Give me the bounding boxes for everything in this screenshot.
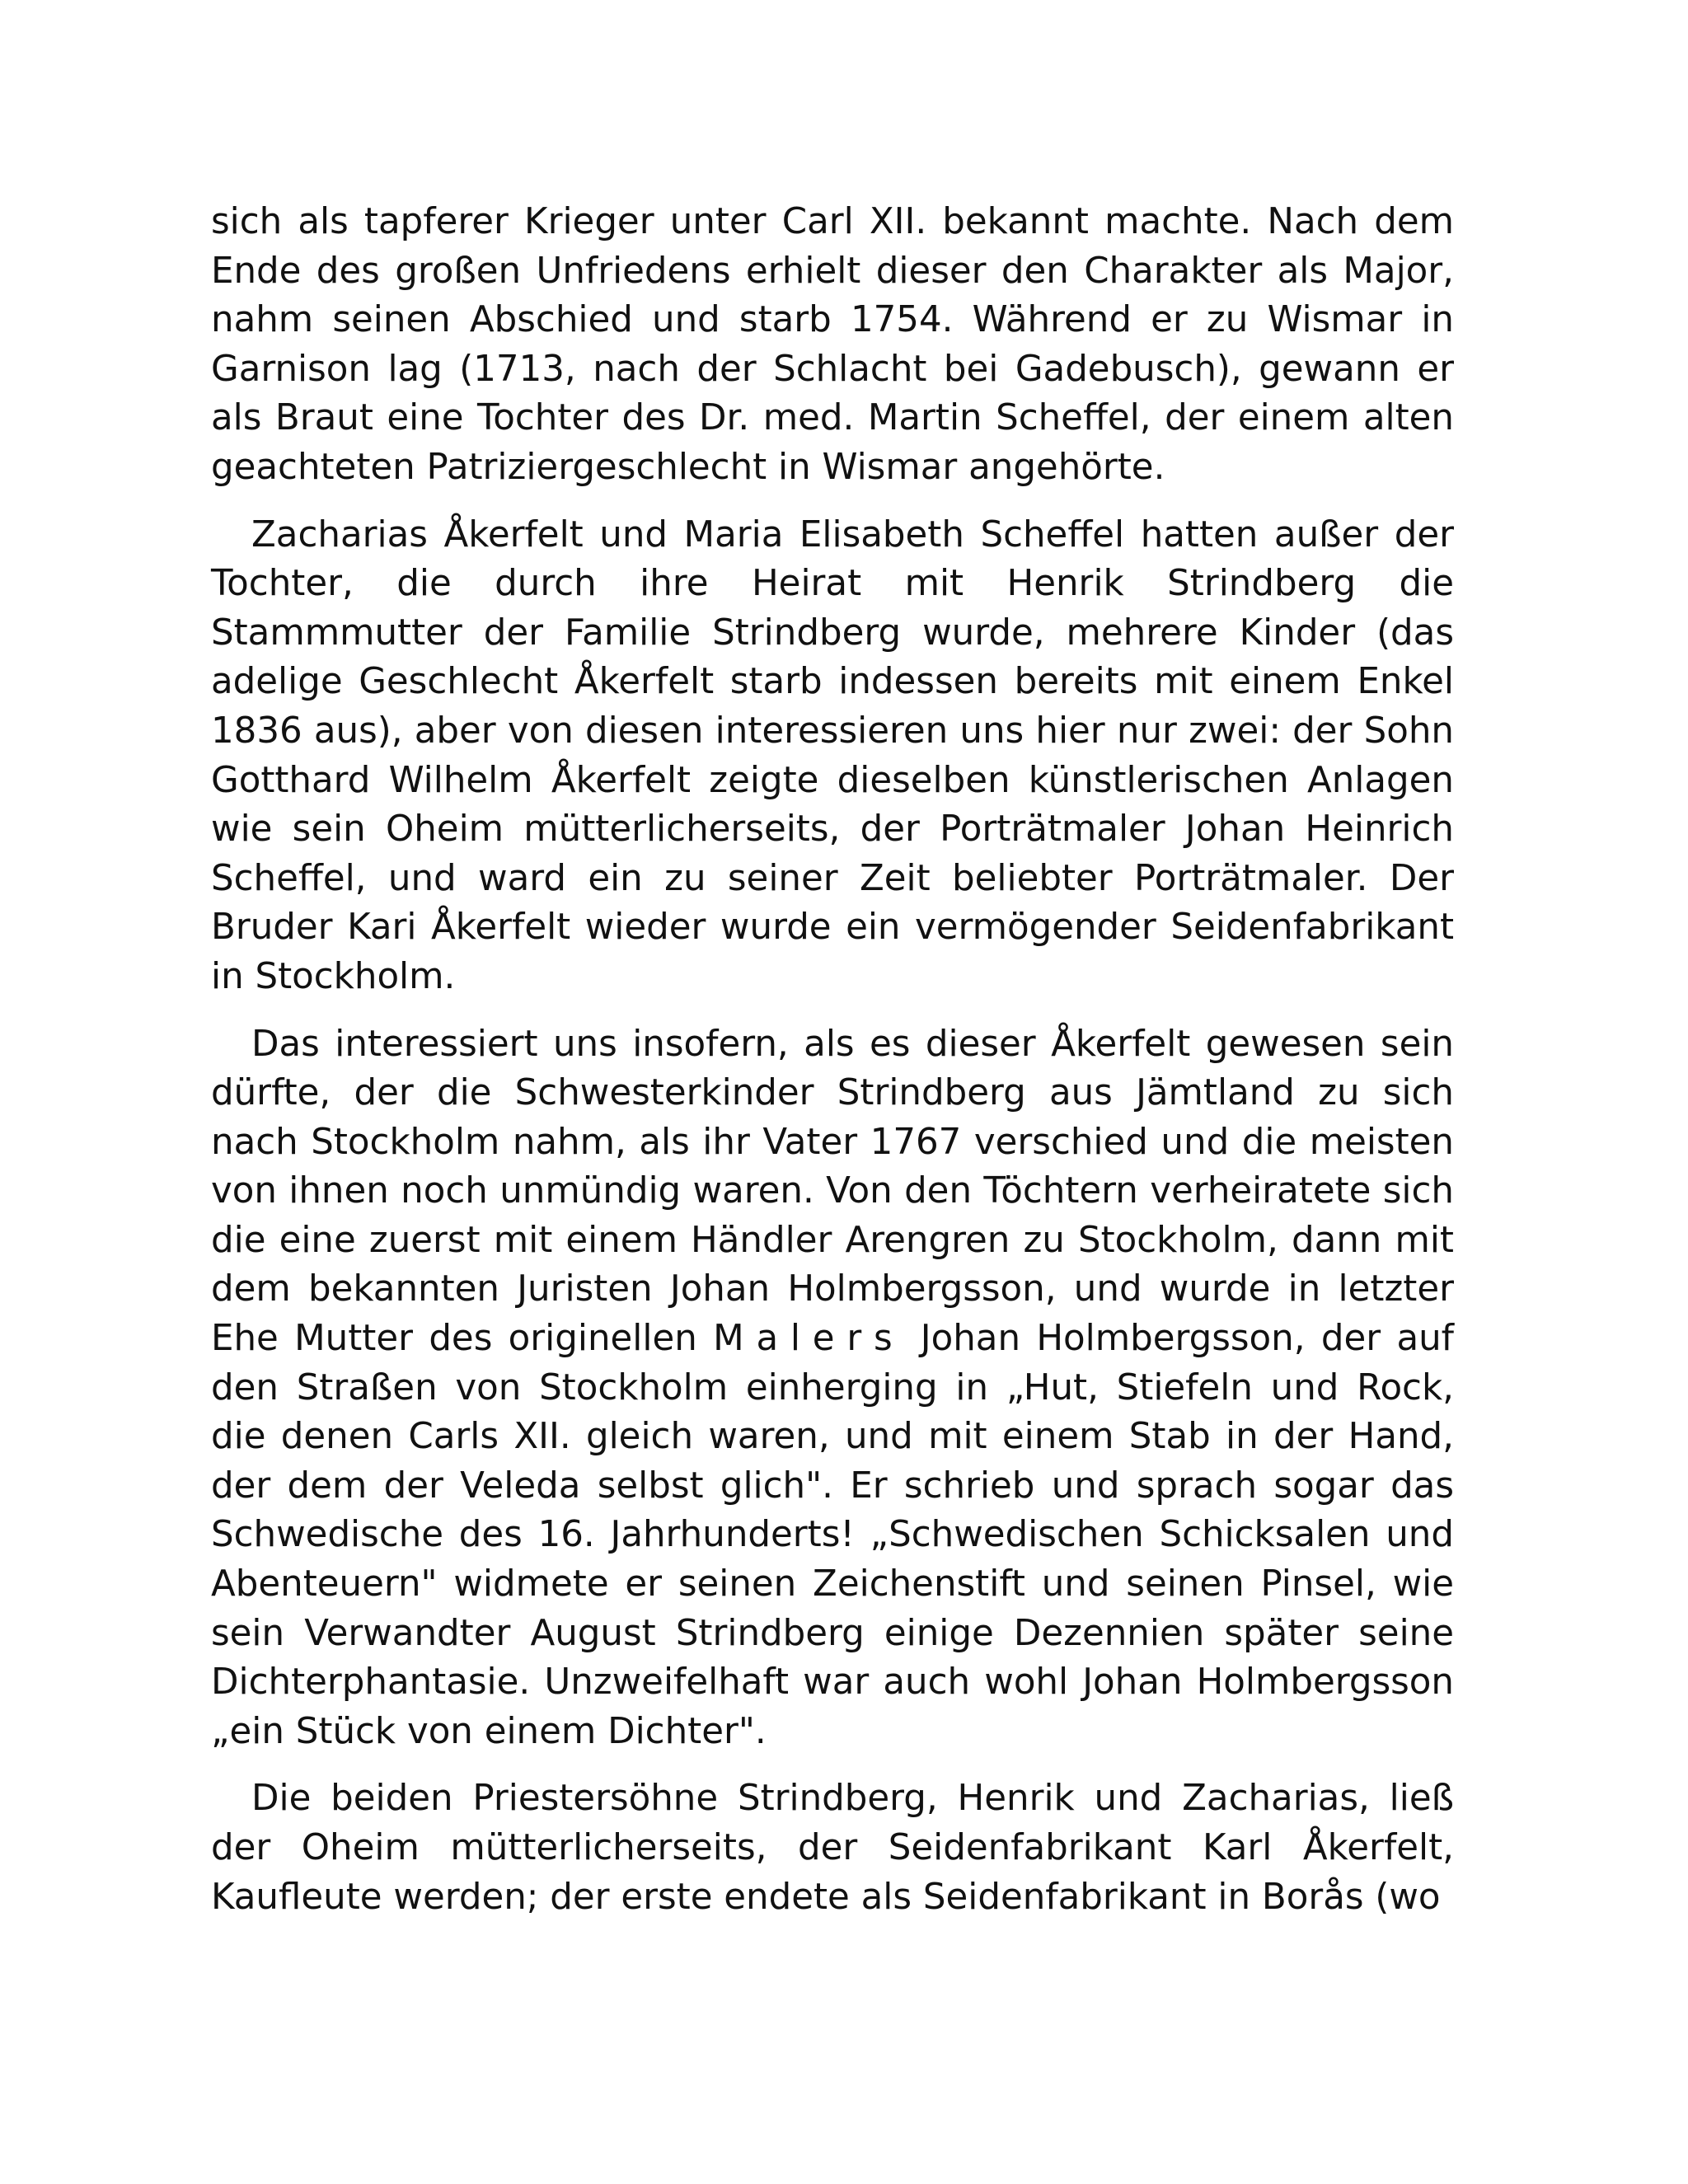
paragraph-4: Die beiden Priestersöhne Strindberg, Henrik und Zacharias, ließ der Oheim mütterlicherseits, der Seidenfabrikant Karl Åkerfelt, Kaufleute werden; der erste endete als Seidenfabrikant in Borås (wo <box>211 1778 1454 1918</box>
document-page <box>211 198 1454 1940</box>
paragraph-1: sich als tapferer Krieger unter Carl XII. bekannt machte. Nach dem Ende des großen Unfriedens erhielt dieser den Charakter als Major, nahm seinen Abschied und starb 1754. Während er zu Wismar in Garnison lag (1713, nach der Schlacht bei Gadebusch), gewann er als Braut eine Tochter des Dr. med. Martin Scheffel, der einem alten geachteten Patriziergeschlecht in Wismar angehörte. <box>211 201 1454 488</box>
paragraph-2: Zacharias Åkerfelt und Maria Elisabeth Scheffel hatten außer der Tochter, die durch ihre Heirat mit Henrik Strindberg die Stammmutter der Familie Strindberg wurde, mehrere Kinder (das adelige Geschlecht Åkerfelt starb indessen bereits mit einem Enkel 1836 aus), aber von diesen interessieren uns hier nur zwei: der Sohn Gotthard Wilhelm Åkerfelt zeigte dieselben künstlerischen Anlagen wie sein Oheim mütterlicherseits, der Porträtmaler Johan Heinrich Scheffel, und ward ein zu seiner Zeit beliebter Porträtmaler. Der Bruder Kari Åkerfelt wieder wurde ein vermögender Seidenfabrikant in Stockholm. <box>211 513 1454 997</box>
emphasized-word: Malers <box>713 1318 905 1360</box>
paragraph-3-text-after: Johan Holmbergsson, der auf den Straßen von Stockholm einherging in „Hut, Stiefeln und Rock, die denen Carls XII. gleich waren, und mit einem Stab in der Hand, der dem der Veleda selbst glich". Er schrieb und sprach sogar das Schwedische des 16. Jahrhunderts! „Schwedischen Schicksalen und Abenteuern" widmete er seinen Zeichenstift und seinen Pinsel, wie sein Verwandter August Strindberg einige Dezennien später seine Dichterphantasie. Unzweifelhaft war auch wohl Johan Holmbergsson „ein Stück von einem Dichter". <box>211 1318 1454 1752</box>
paragraph-3 <box>211 1020 1454 1757</box>
paragraph-3-text-before: Das interessiert uns insofern, als es dieser Åkerfelt gewesen sein dürfte, der die Schwesterkinder Strindberg aus Jämtland zu sich nach Stockholm nahm, als ihr Vater 1767 verschied und die meisten von ihnen noch unmündig waren. Von den Töchtern verheiratete sich die eine zuerst mit einem Händler Arengren zu Stockholm, dann mit dem bekannten Juristen Johan Holmbergsson, und wurde in letzter Ehe Mutter des originellen <box>211 1023 1454 1360</box>
